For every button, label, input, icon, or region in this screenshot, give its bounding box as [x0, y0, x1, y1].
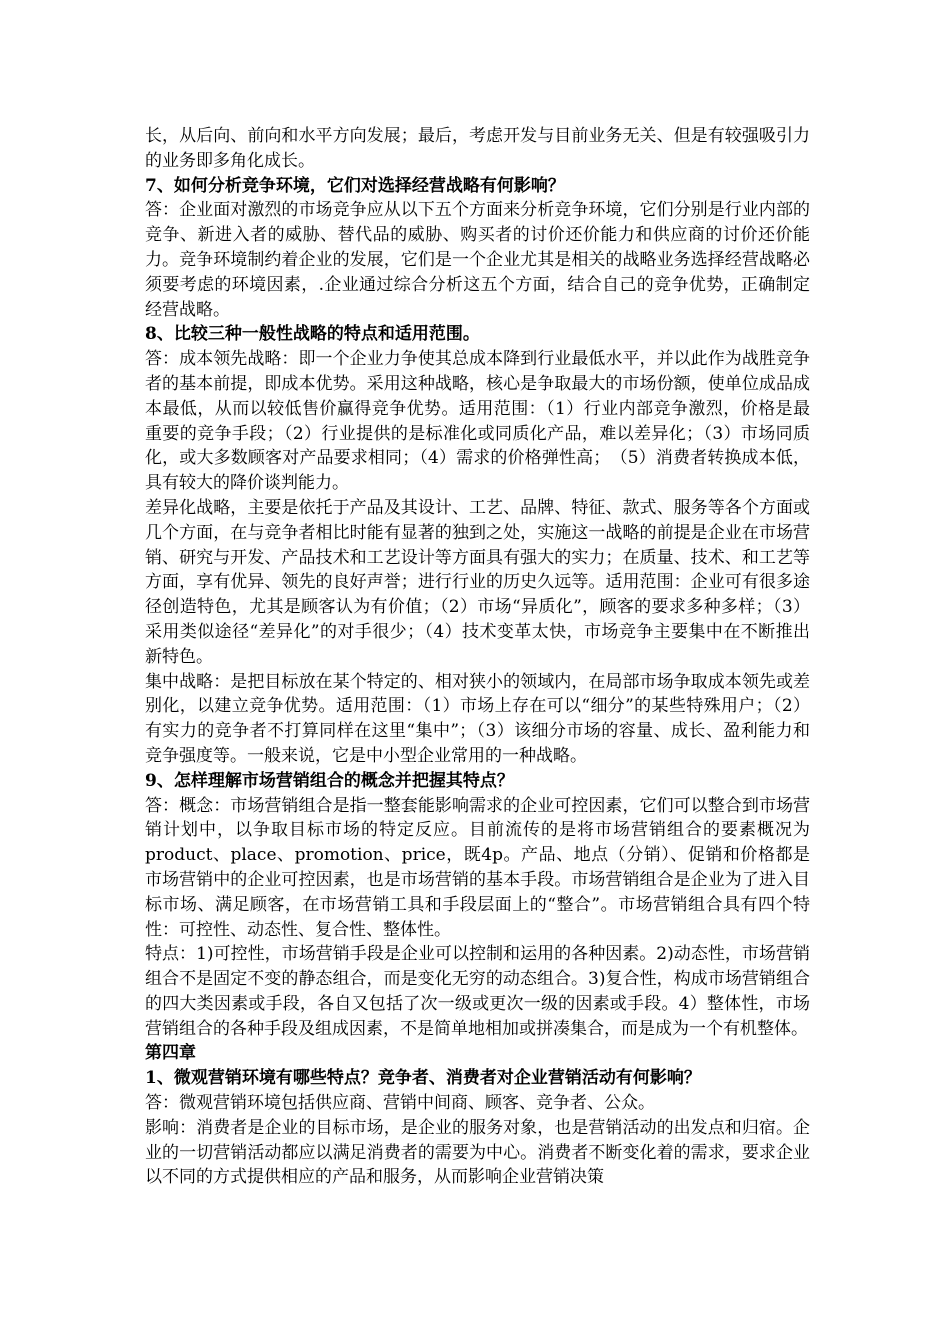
- answer-paragraph: 答：概念：市场营销组合是指一整套能影响需求的企业可控因素，它们可以整合到市场营销计划中，以争取目标市场的特定反应。目前流传的是将市场营销组合的要素概况为product、place、promotion、price，既4p。产品、地点（分销）、促销和价格都是市场营销中的企业可控因素，也是市场营销的基本手段。市场营销组合是企业为了进入目标市场、满足顾客，在市场营销工具和手段层面上的“整合”。市场营销组合具有四个特性：可控性、动态性、复合性、整体性。: [145, 795, 810, 940]
- question-heading: 1、微观营销环境有哪些特点？竞争者、消费者对企业营销活动有何影响？: [145, 1068, 701, 1089]
- answer-paragraph: 答：微观营销环境包括供应商、营销中间商、顾客、竞争者、公众。: [145, 1093, 655, 1114]
- answer-paragraph: 集中战略：是把目标放在某个特定的、相对狭小的领域内，在局部市场争取成本领先或差别化，以建立竞争优势。适用范围：（1）市场上存在可以“细分”的某些特殊用户；（2）有实力的竞争者不打算同样在这里“集中”；（3）该细分市场的容量、成长、盈利能力和竞争强度等。一般来说，它是中小型企业常用的一种战略。: [145, 671, 810, 766]
- paragraph-text: 长，从后向、前向和水平方向发展；最后，考虑开发与目前业务无关、但是有较强吸引力的业务即多角化成长。: [145, 126, 810, 171]
- document-page: [145, 124, 810, 1190]
- answer-paragraph: 差异化战略，主要是依托于产品及其设计、工艺、品牌、特征、款式、服务等各个方面或几个方面，在与竞争者相比时能有显著的独到之处，实施这一战略的前提是企业在市场营销、研究与开发、产品技术和工艺设计等方面具有强大的实力；在质量、技术、和工艺等方面，享有优异、领先的良好声誉；进行行业的历史久远等。适用范围：企业可有很多途径创造特色，尤其是顾客认为有价值；（2）市场“异质化”，顾客的要求多种多样；（3）采用类似途径“差异化”的对手很少；（4）技术变革太快，市场竞争主要集中在不断推出新特色。: [145, 497, 810, 667]
- answer-paragraph: 特点：1)可控性，市场营销手段是企业可以控制和运用的各种因素。2)动态性，市场营销组合不是固定不变的静态组合，而是变化无穷的动态组合。3)复合性，构成市场营销组合的四大类因素或手段，各自又包括了次一级或更次一级的因素或手段。4）整体性，市场营销组合的各种手段及组成因素，不是简单地相加或拼凑集合，而是成为一个有机整体。: [145, 944, 810, 1039]
- question-heading: 8、比较三种一般性战略的特点和适用范围。: [145, 324, 480, 345]
- question-heading: 7、如何分析竞争环境，它们对选择经营战略有何影响？: [145, 175, 565, 196]
- answer-paragraph: 影响：消费者是企业的目标市场，是企业的服务对象，也是营销活动的出发点和归宿。企业的一切营销活动都应以满足消费者的需要为中心。消费者不断变化着的需求，要求企业以不同的方式提供相应的产品和服务，从而影响企业营销决策: [145, 1117, 810, 1188]
- chapter-heading: 第四章: [145, 1043, 196, 1064]
- answer-paragraph: 答：企业面对激烈的市场竞争应从以下五个方面来分析竞争环境，它们分别是行业内部的竞争、新进入者的威胁、替代品的威胁、购买者的讨价还价能力和供应商的讨价还价能力。竞争环境制约着企业的发展，它们是一个企业尤其是相关的战略业务选择经营战略必须要考虑的环境因素，.企业通过综合分析这五个方面，结合自己的竞争优势，正确制定经营战略。: [145, 200, 810, 320]
- answer-paragraph: 答：成本领先战略：即一个企业力争使其总成本降到行业最低水平，并以此作为战胜竞争者的基本前提，即成本优势。采用这种战略，核心是争取最大的市场份额，使单位成品成本最低，从而以较低售价赢得竞争优势。适用范围：（1）行业内部竞争激烈，价格是最重要的竞争手段；（2）行业提供的是标准化或同质化产品，难以差异化；（3）市场同质化，或大多数顾客对产品要求相同；（4）需求的价格弹性高； （5）消费者转换成本低，具有较大的降价谈判能力。: [145, 349, 810, 494]
- question-heading: 9、怎样理解市场营销组合的概念并把握其特点？: [145, 770, 514, 791]
